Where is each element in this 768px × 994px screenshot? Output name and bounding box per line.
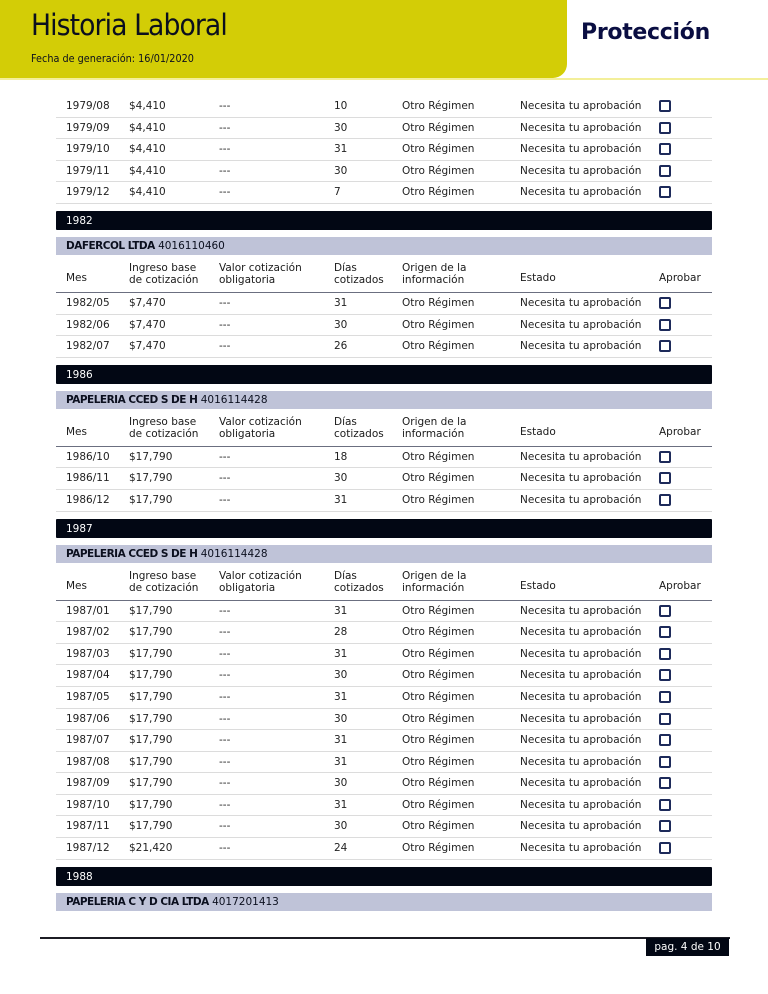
col-header-estado: Estado xyxy=(520,579,556,592)
month-cell: 1987/06 xyxy=(66,712,110,725)
status-cell: Necesita tu aprobación xyxy=(520,164,642,177)
col-header-valor xyxy=(219,262,302,286)
table-row xyxy=(56,816,712,838)
approve-checkbox[interactable] xyxy=(659,494,671,506)
days-cell: 31 xyxy=(334,604,348,617)
col-header-origen-line-2: información xyxy=(402,273,465,286)
days-cell: 31 xyxy=(334,143,348,156)
col-header-dias xyxy=(334,262,384,286)
col-header-aprobar: Aprobar xyxy=(659,271,701,284)
origin-cell: Otro Régimen xyxy=(402,798,475,811)
contribution-value-cell: --- xyxy=(219,472,231,485)
approve-checkbox[interactable] xyxy=(659,669,671,681)
approve-checkbox[interactable] xyxy=(659,820,671,832)
origin-cell: Otro Régimen xyxy=(402,755,475,768)
origin-cell: Otro Régimen xyxy=(402,318,475,331)
month-cell: 1987/03 xyxy=(66,647,110,660)
origin-cell: Otro Régimen xyxy=(402,164,475,177)
contribution-value-cell: --- xyxy=(219,669,231,682)
table-row xyxy=(56,601,712,623)
base-income-cell: $4,410 xyxy=(129,186,166,199)
status-cell: Necesita tu aprobación xyxy=(520,777,642,790)
status-cell: Necesita tu aprobación xyxy=(520,318,642,331)
employer-header xyxy=(56,545,712,563)
col-header-ingreso-line-2: de cotización xyxy=(129,273,199,286)
col-header-aprobar: Aprobar xyxy=(659,579,701,592)
origin-cell: Otro Régimen xyxy=(402,143,475,156)
contribution-value-cell: --- xyxy=(219,712,231,725)
days-cell: 30 xyxy=(334,318,348,331)
origin-cell: Otro Régimen xyxy=(402,820,475,833)
approve-checkbox[interactable] xyxy=(659,734,671,746)
table-row xyxy=(56,468,712,490)
col-header-ingreso xyxy=(129,262,198,286)
origin-cell: Otro Régimen xyxy=(402,100,475,112)
table-row xyxy=(56,182,712,204)
month-cell: 1986/11 xyxy=(66,472,110,485)
base-income-cell: $4,410 xyxy=(129,164,166,177)
contribution-value-cell: --- xyxy=(219,777,231,790)
status-cell: Necesita tu aprobación xyxy=(520,820,642,833)
col-header-origen xyxy=(402,416,466,440)
approve-checkbox[interactable] xyxy=(659,100,671,112)
col-header-estado: Estado xyxy=(520,425,556,438)
status-cell: Necesita tu aprobación xyxy=(520,755,642,768)
approve-checkbox[interactable] xyxy=(659,297,671,309)
table-row xyxy=(56,96,712,118)
approve-checkbox[interactable] xyxy=(659,340,671,352)
contribution-value-cell: --- xyxy=(219,450,231,463)
employer-nit: 4017201413 xyxy=(212,895,279,908)
status-cell: Necesita tu aprobación xyxy=(520,493,642,506)
col-header-estado: Estado xyxy=(520,271,556,284)
col-header-ingreso-line-1: Ingreso base xyxy=(129,569,197,582)
origin-cell: Otro Régimen xyxy=(402,472,475,485)
base-income-cell: $4,410 xyxy=(129,121,166,134)
origin-cell: Otro Régimen xyxy=(402,842,475,855)
origin-cell: Otro Régimen xyxy=(402,186,475,199)
contribution-value-cell: --- xyxy=(219,626,231,639)
year-header: 1988 xyxy=(56,867,712,886)
col-header-valor xyxy=(219,570,302,594)
col-header-valor-line-2: obligatoria xyxy=(219,581,276,594)
col-header-valor-line-1: Valor cotización xyxy=(219,415,302,428)
approve-checkbox[interactable] xyxy=(659,143,671,155)
base-income-cell: $7,470 xyxy=(129,296,166,309)
col-header-dias-line-1: Días xyxy=(334,415,357,428)
contribution-value-cell: --- xyxy=(219,340,231,353)
year-header: 1987 xyxy=(56,519,712,538)
base-income-cell: $17,790 xyxy=(129,647,173,660)
origin-cell: Otro Régimen xyxy=(402,690,475,703)
work-history-table xyxy=(56,96,712,911)
approve-checkbox[interactable] xyxy=(659,451,671,463)
month-cell: 1979/10 xyxy=(66,143,110,156)
approve-checkbox[interactable] xyxy=(659,472,671,484)
table-row xyxy=(56,118,712,140)
base-income-cell: $4,410 xyxy=(129,100,166,112)
month-cell: 1987/08 xyxy=(66,755,110,768)
approve-checkbox[interactable] xyxy=(659,713,671,725)
days-cell: 31 xyxy=(334,493,348,506)
status-cell: Necesita tu aprobación xyxy=(520,626,642,639)
table-row xyxy=(56,447,712,469)
col-header-ingreso-line-2: de cotización xyxy=(129,427,199,440)
month-cell: 1987/01 xyxy=(66,604,110,617)
month-cell: 1987/05 xyxy=(66,690,110,703)
origin-cell: Otro Régimen xyxy=(402,669,475,682)
days-cell: 30 xyxy=(334,164,348,177)
month-cell: 1987/11 xyxy=(66,820,110,833)
contribution-value-cell: --- xyxy=(219,755,231,768)
contribution-value-cell: --- xyxy=(219,164,231,177)
col-header-ingreso-line-2: de cotización xyxy=(129,581,199,594)
origin-cell: Otro Régimen xyxy=(402,734,475,747)
status-cell: Necesita tu aprobación xyxy=(520,669,642,682)
month-cell: 1986/10 xyxy=(66,450,110,463)
employer-name: PAPELERIA CCED S DE H xyxy=(66,547,198,560)
days-cell: 30 xyxy=(334,669,348,682)
base-income-cell: $17,790 xyxy=(129,712,173,725)
approve-checkbox[interactable] xyxy=(659,799,671,811)
days-cell: 30 xyxy=(334,472,348,485)
status-cell: Necesita tu aprobación xyxy=(520,143,642,156)
base-income-cell: $17,790 xyxy=(129,755,173,768)
days-cell: 30 xyxy=(334,777,348,790)
days-cell: 7 xyxy=(334,186,341,199)
employer-header xyxy=(56,237,712,255)
approve-checkbox[interactable] xyxy=(659,605,671,617)
month-cell: 1987/09 xyxy=(66,777,110,790)
employer-name: PAPELERIA C Y D CIA LTDA xyxy=(66,895,209,908)
origin-cell: Otro Régimen xyxy=(402,493,475,506)
status-cell: Necesita tu aprobación xyxy=(520,647,642,660)
table-row xyxy=(56,687,712,709)
month-cell: 1987/07 xyxy=(66,734,110,747)
col-header-dias-line-2: cotizados xyxy=(334,427,384,440)
col-header-dias xyxy=(334,416,384,440)
base-income-cell: $17,790 xyxy=(129,669,173,682)
employer-nit: 4016114428 xyxy=(200,393,268,406)
days-cell: 31 xyxy=(334,798,348,811)
origin-cell: Otro Régimen xyxy=(402,712,475,725)
status-cell: Necesita tu aprobación xyxy=(520,842,642,855)
base-income-cell: $17,790 xyxy=(129,777,173,790)
table-header xyxy=(56,259,712,293)
table-row xyxy=(56,665,712,687)
col-header-origen-line-2: información xyxy=(402,581,465,594)
brand-logo: Protección xyxy=(581,20,710,45)
table-header xyxy=(56,567,712,601)
contribution-value-cell: --- xyxy=(219,493,231,506)
base-income-cell: $17,790 xyxy=(129,690,173,703)
days-cell: 31 xyxy=(334,755,348,768)
table-row xyxy=(56,730,712,752)
col-header-valor xyxy=(219,416,302,440)
generation-date: Fecha de generación: 16/01/2020 xyxy=(31,52,194,65)
approve-checkbox[interactable] xyxy=(659,691,671,703)
col-header-valor-line-2: obligatoria xyxy=(219,427,276,440)
table-header xyxy=(56,413,712,447)
col-header-origen xyxy=(402,262,466,286)
col-header-ingreso-line-1: Ingreso base xyxy=(129,261,197,274)
days-cell: 30 xyxy=(334,712,348,725)
days-cell: 31 xyxy=(334,734,348,747)
col-header-origen xyxy=(402,570,466,594)
approve-checkbox[interactable] xyxy=(659,186,671,198)
base-income-cell: $21,420 xyxy=(129,842,173,855)
origin-cell: Otro Régimen xyxy=(402,777,475,790)
status-cell: Necesita tu aprobación xyxy=(520,734,642,747)
days-cell: 26 xyxy=(334,340,348,353)
origin-cell: Otro Régimen xyxy=(402,604,475,617)
base-income-cell: $17,790 xyxy=(129,450,173,463)
contribution-value-cell: --- xyxy=(219,820,231,833)
table-row xyxy=(56,795,712,817)
month-cell: 1982/07 xyxy=(66,340,110,353)
status-cell: Necesita tu aprobación xyxy=(520,472,642,485)
days-cell: 10 xyxy=(334,100,348,112)
year-header: 1982 xyxy=(56,211,712,230)
col-header-ingreso xyxy=(129,570,198,594)
base-income-cell: $17,790 xyxy=(129,798,173,811)
month-cell: 1986/12 xyxy=(66,493,110,506)
contribution-value-cell: --- xyxy=(219,604,231,617)
col-header-valor-line-1: Valor cotización xyxy=(219,569,302,582)
col-header-dias-line-2: cotizados xyxy=(334,581,384,594)
base-income-cell: $17,790 xyxy=(129,820,173,833)
status-cell: Necesita tu aprobación xyxy=(520,121,642,134)
header-divider xyxy=(0,78,768,80)
base-income-cell: $17,790 xyxy=(129,734,173,747)
days-cell: 31 xyxy=(334,296,348,309)
col-header-origen-line-1: Origen de la xyxy=(402,261,467,274)
employer-header xyxy=(56,391,712,409)
table-row xyxy=(56,752,712,774)
approve-checkbox[interactable] xyxy=(659,122,671,134)
contribution-value-cell: --- xyxy=(219,143,231,156)
col-header-valor-line-2: obligatoria xyxy=(219,273,276,286)
approve-checkbox[interactable] xyxy=(659,626,671,638)
table-row xyxy=(56,139,712,161)
approve-checkbox[interactable] xyxy=(659,319,671,331)
month-cell: 1979/11 xyxy=(66,164,110,177)
page-title: Historia Laboral xyxy=(31,8,227,42)
status-cell: Necesita tu aprobación xyxy=(520,690,642,703)
col-header-dias-line-1: Días xyxy=(334,569,357,582)
table-row xyxy=(56,161,712,183)
table-row xyxy=(56,838,712,860)
origin-cell: Otro Régimen xyxy=(402,296,475,309)
table-row xyxy=(56,644,712,666)
col-header-dias-line-2: cotizados xyxy=(334,273,384,286)
col-header-dias-line-1: Días xyxy=(334,261,357,274)
month-cell: 1987/10 xyxy=(66,798,110,811)
contribution-value-cell: --- xyxy=(219,734,231,747)
table-row xyxy=(56,315,712,337)
status-cell: Necesita tu aprobación xyxy=(520,798,642,811)
origin-cell: Otro Régimen xyxy=(402,121,475,134)
col-header-ingreso-line-1: Ingreso base xyxy=(129,415,197,428)
contribution-value-cell: --- xyxy=(219,296,231,309)
col-header-mes: Mes xyxy=(66,271,87,284)
month-cell: 1979/12 xyxy=(66,186,110,199)
contribution-value-cell: --- xyxy=(219,842,231,855)
contribution-value-cell: --- xyxy=(219,647,231,660)
status-cell: Necesita tu aprobación xyxy=(520,604,642,617)
month-cell: 1982/05 xyxy=(66,296,110,309)
month-cell: 1987/02 xyxy=(66,626,110,639)
col-header-aprobar: Aprobar xyxy=(659,425,701,438)
col-header-dias xyxy=(334,570,384,594)
base-income-cell: $17,790 xyxy=(129,626,173,639)
table-row xyxy=(56,773,712,795)
employer-name: PAPELERIA CCED S DE H xyxy=(66,393,198,406)
days-cell: 24 xyxy=(334,842,348,855)
employer-nit: 4016110460 xyxy=(158,239,225,252)
days-cell: 18 xyxy=(334,450,348,463)
approve-checkbox[interactable] xyxy=(659,648,671,660)
approve-checkbox[interactable] xyxy=(659,777,671,789)
origin-cell: Otro Régimen xyxy=(402,626,475,639)
contribution-value-cell: --- xyxy=(219,690,231,703)
days-cell: 30 xyxy=(334,820,348,833)
col-header-ingreso xyxy=(129,416,198,440)
table-row xyxy=(56,490,712,512)
status-cell: Necesita tu aprobación xyxy=(520,712,642,725)
employer-header xyxy=(56,893,712,911)
base-income-cell: $17,790 xyxy=(129,472,173,485)
table-row xyxy=(56,293,712,315)
contribution-value-cell: --- xyxy=(219,121,231,134)
base-income-cell: $7,470 xyxy=(129,340,166,353)
base-income-cell: $7,470 xyxy=(129,318,166,331)
days-cell: 28 xyxy=(334,626,348,639)
month-cell: 1979/08 xyxy=(66,100,110,112)
contribution-value-cell: --- xyxy=(219,318,231,331)
footer-divider xyxy=(40,937,730,939)
base-income-cell: $17,790 xyxy=(129,493,173,506)
col-header-origen-line-1: Origen de la xyxy=(402,569,467,582)
origin-cell: Otro Régimen xyxy=(402,340,475,353)
base-income-cell: $17,790 xyxy=(129,604,173,617)
status-cell: Necesita tu aprobación xyxy=(520,296,642,309)
col-header-mes: Mes xyxy=(66,425,87,438)
approve-checkbox[interactable] xyxy=(659,165,671,177)
month-cell: 1987/12 xyxy=(66,842,110,855)
contribution-value-cell: --- xyxy=(219,186,231,199)
table-row xyxy=(56,622,712,644)
approve-checkbox[interactable] xyxy=(659,756,671,768)
origin-cell: Otro Régimen xyxy=(402,647,475,660)
status-cell: Necesita tu aprobación xyxy=(520,100,642,112)
col-header-valor-line-1: Valor cotización xyxy=(219,261,302,274)
approve-checkbox[interactable] xyxy=(659,842,671,854)
table-row xyxy=(56,709,712,731)
employer-nit: 4016114428 xyxy=(200,547,268,560)
days-cell: 31 xyxy=(334,647,348,660)
days-cell: 31 xyxy=(334,690,348,703)
origin-cell: Otro Régimen xyxy=(402,450,475,463)
col-header-origen-line-2: información xyxy=(402,427,465,440)
base-income-cell: $4,410 xyxy=(129,143,166,156)
month-cell: 1982/06 xyxy=(66,318,110,331)
contribution-value-cell: --- xyxy=(219,798,231,811)
days-cell: 30 xyxy=(334,121,348,134)
col-header-mes: Mes xyxy=(66,579,87,592)
page-number: pag. 4 de 10 xyxy=(646,938,729,956)
month-cell: 1987/04 xyxy=(66,669,110,682)
year-header: 1986 xyxy=(56,365,712,384)
status-cell: Necesita tu aprobación xyxy=(520,450,642,463)
col-header-origen-line-1: Origen de la xyxy=(402,415,467,428)
month-cell: 1979/09 xyxy=(66,121,110,134)
contribution-value-cell: --- xyxy=(219,100,231,112)
employer-name: DAFERCOL LTDA xyxy=(66,239,155,252)
table-row xyxy=(56,336,712,358)
status-cell: Necesita tu aprobación xyxy=(520,340,642,353)
status-cell: Necesita tu aprobación xyxy=(520,186,642,199)
